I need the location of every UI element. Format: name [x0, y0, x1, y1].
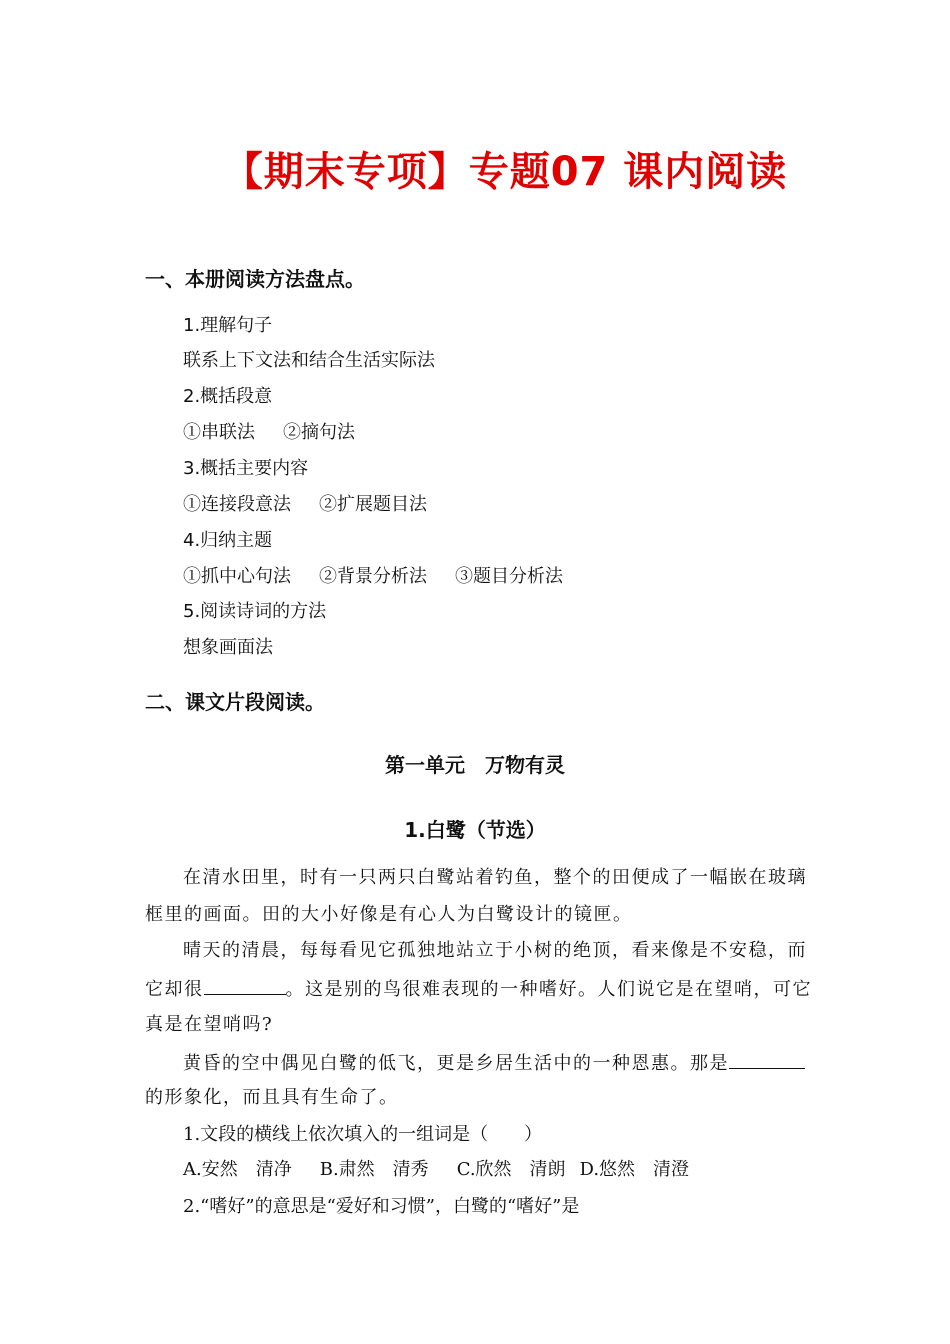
passage-line: 真是在望哨吗? — [145, 1014, 274, 1035]
passage-line: 晴天的清晨，每每看见它孤独地站立于小树的绝顶，看来像是不安稳，而 — [183, 940, 807, 961]
passage-text: 黄昏的空中偶见白鹭的低飞，更是乡居生活中的一种恩惠。那是 — [183, 1053, 729, 1074]
method-label-5: 5.阅读诗词的方法 — [183, 601, 327, 622]
passage-text: 它却很 — [145, 979, 204, 1000]
method-options-2 — [183, 421, 355, 445]
passage-line: 在清水田里，时有一只两只白鹭站着钓鱼，整个的田便成了一幅嵌在玻璃 — [183, 867, 807, 888]
method-option: ②扩展题目法 — [319, 494, 427, 515]
method-option: ②摘句法 — [283, 422, 355, 443]
method-option: ①连接段意法 — [183, 494, 291, 515]
lesson-title: 1.白鹭（节选） — [404, 818, 546, 842]
fill-blank-2[interactable] — [729, 1050, 805, 1069]
method-label-4: 4.归纳主题 — [183, 530, 273, 551]
passage-line — [145, 976, 812, 1002]
method-option: ③题目分析法 — [455, 566, 563, 587]
method-option: ①串联法 — [183, 422, 255, 443]
question-1-options — [183, 1158, 689, 1182]
fill-blank-1[interactable] — [204, 976, 286, 995]
method-detail-5: 想象画面法 — [183, 637, 273, 658]
method-label-1: 1.理解句子 — [183, 315, 273, 336]
option-c: C.欣然 清朗 — [456, 1159, 566, 1180]
option-a: A.安然 清净 — [183, 1159, 292, 1180]
method-options-3 — [183, 493, 427, 517]
method-option: ①抓中心句法 — [183, 566, 291, 587]
section-heading-passages: 二、课文片段阅读。 — [145, 690, 325, 714]
unit-title: 第一单元 万物有灵 — [385, 753, 565, 777]
passage-text: 。这是别的鸟很难表现的一种嗜好。人们说它是在望哨，可它 — [285, 979, 812, 1000]
passage-line: 的形象化，而且具有生命了。 — [145, 1087, 399, 1108]
method-option: ②背景分析法 — [319, 566, 427, 587]
question-1: 1.文段的横线上依次填入的一组词是（ ） — [183, 1124, 543, 1145]
passage-line: 框里的画面。田的大小好像是有心人为白鹭设计的镜匣。 — [145, 904, 633, 925]
page-title: 【期末专项】专题07 课内阅读 — [222, 149, 788, 195]
method-detail-1: 联系上下文法和结合生活实际法 — [183, 350, 435, 371]
question-2: 2.“嗜好”的意思是“爱好和习惯”，白鹭的“嗜好”是 — [183, 1196, 580, 1217]
method-label-3: 3.概括主要内容 — [183, 458, 309, 479]
method-options-4 — [183, 565, 563, 589]
section-heading-methods: 一、本册阅读方法盘点。 — [145, 267, 365, 291]
option-d: D.悠然 清澄 — [579, 1159, 690, 1180]
passage-line — [183, 1050, 805, 1076]
method-label-2: 2.概括段意 — [183, 386, 273, 407]
option-b: B.肃然 清秀 — [319, 1159, 429, 1180]
